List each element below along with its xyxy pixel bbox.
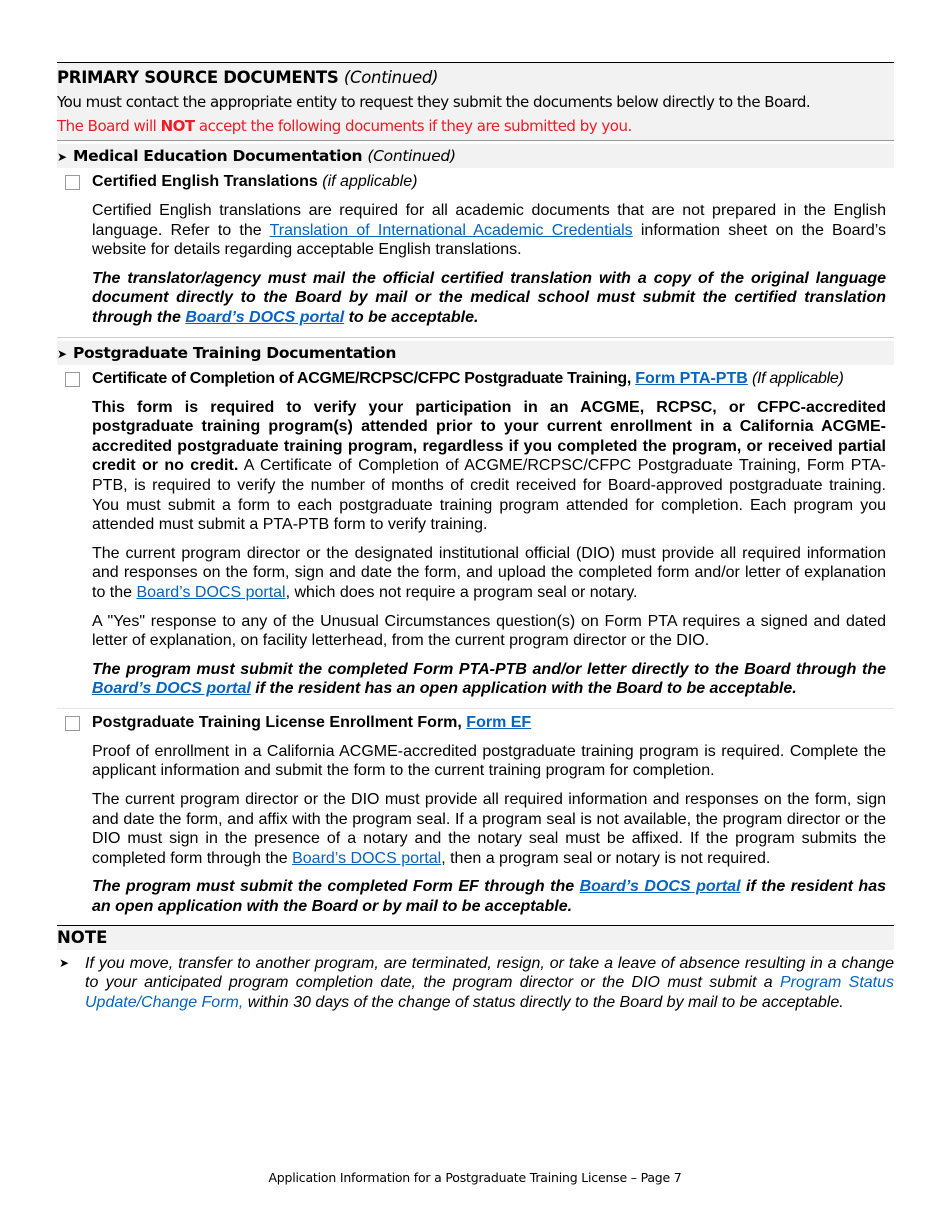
checkbox[interactable] xyxy=(65,716,80,731)
docs-portal-link[interactable]: Board’s DOCS portal xyxy=(185,308,345,326)
program-status-form-link[interactable]: Program Status Update/Change Form, xyxy=(85,974,895,1011)
section-header xyxy=(57,62,894,141)
chevron-right-icon: ➤ xyxy=(57,346,67,361)
paragraph: This form is required to verify your participation in an ACGME, RCPSC, or CFPC-accredited postgraduate training program(s) attended prior to your current enrollment in a California ACGME-accredited postgraduate training program, regardless if you completed the program, or received partial credit or no credit. A Certificate of Completion of ACGME/RCPSC/CFPC Postgraduate Training, Form PTA-PTB, is required to verify the number of months of credit received for Board-approved postgraduate training. You must submit a form to each postgraduate training program attended for completion. Each program you attended must submit a PTA-PTB form to verify training. xyxy=(92,398,887,534)
warning-text: The Board will NOT accept the following documents if they are submitted by you. xyxy=(57,117,632,135)
checklist-item-translations: Certified English Translations (if applicable) xyxy=(57,172,894,192)
chevron-right-icon: ➤ xyxy=(57,150,67,164)
paragraph: The program must submit the completed Form EF through the Board’s DOCS portal if the resident has an open application with the Board or by mail to be acceptable. xyxy=(92,878,887,916)
checkbox[interactable] xyxy=(65,175,80,190)
translation-info-link[interactable]: Translation of International Academic Credentials xyxy=(269,221,633,239)
checklist-item-pta-ptb: Certificate of Completion of ACGME/RCPSC/CFPC Postgraduate Training, Form PTA-PTB (If applicable) xyxy=(57,369,894,389)
docs-portal-link[interactable]: Board’s DOCS portal xyxy=(136,583,286,601)
subsection-medical-education: ➤ Medical Education Documentation (Continued) xyxy=(57,144,894,168)
instruction-text: You must contact the appropriate entity to request they submit the documents below directly to the Board. xyxy=(57,93,811,111)
page-footer: Application Information for a Postgraduate Training License – Page 7 xyxy=(268,1170,682,1185)
note-text: ➤ If you move, transfer to another program, are terminated, resign, or take a leave of absence resulting in a change to your anticipated program completion date, the program director or the DIO must submit a Program Status Update/Change Form, within 30 days of the change of status directly to the Board by mail to be acceptable. xyxy=(59,954,895,1011)
paragraph: Proof of enrollment in a California ACGME-accredited postgraduate training program is required. Complete the applicant information and submit the form to the current training program for completion. xyxy=(92,742,886,780)
chevron-right-icon: ➤ xyxy=(59,955,70,970)
paragraph: The current program director or the DIO must provide all required information and responses on the form, sign and date the form, and affix with the program seal. If a program seal is not available, the program director or the DIO must sign in the presence of a notary and the notary seal must be affixed. If the program submits the completed form through the Board’s DOCS portal, then a program seal or notary is not required. xyxy=(92,791,886,867)
docs-portal-link[interactable]: Board’s DOCS portal xyxy=(579,878,741,896)
paragraph: The program must submit the completed Form PTA-PTB and/or letter directly to the Board through the Board’s DOCS portal if the resident has an open application with the Board to be acceptable. xyxy=(92,660,886,698)
docs-portal-link[interactable]: Board’s DOCS portal xyxy=(292,849,442,867)
paragraph: A "Yes" response to any of the Unusual Circumstances question(s) on Form PTA requires a signed and dated letter of explanation, on facility letterhead, from the current program director or the DIO. xyxy=(92,612,886,650)
docs-portal-link[interactable]: Board’s DOCS portal xyxy=(92,680,251,698)
divider xyxy=(57,337,894,338)
paragraph: The translator/agency must mail the official certified translation with a copy of the original language document directly to the Board by mail or the medical school must submit the certified translation through the Board’s DOCS portal to be acceptable. xyxy=(92,269,886,326)
subsection-postgraduate-training: ➤ Postgraduate Training Documentation xyxy=(57,341,894,365)
divider xyxy=(57,708,894,709)
form-pta-ptb-link[interactable]: Form PTA-PTB xyxy=(635,369,748,387)
document-page xyxy=(57,62,894,1028)
checkbox[interactable] xyxy=(65,372,80,387)
paragraph: The current program director or the designated institutional official (DIO) must provide all required information and responses on the form, sign and date the form, and upload the completed form and/or letter of explanation to the Board’s DOCS portal, which does not require a program seal or notary. xyxy=(92,544,886,601)
section-title: PRIMARY SOURCE DOCUMENTS (Continued) xyxy=(57,68,439,87)
note-header: NOTE xyxy=(57,925,894,950)
checklist-item-form-ef: Postgraduate Training License Enrollment Form, Form EF xyxy=(57,713,894,733)
paragraph: Certified English translations are required for all academic documents that are not prepared in the English language. Refer to the Translation of International Academic Credentials information sheet on the Board’s website for details regarding acceptable English translations. xyxy=(92,202,887,259)
form-ef-link[interactable]: Form EF xyxy=(466,713,532,731)
